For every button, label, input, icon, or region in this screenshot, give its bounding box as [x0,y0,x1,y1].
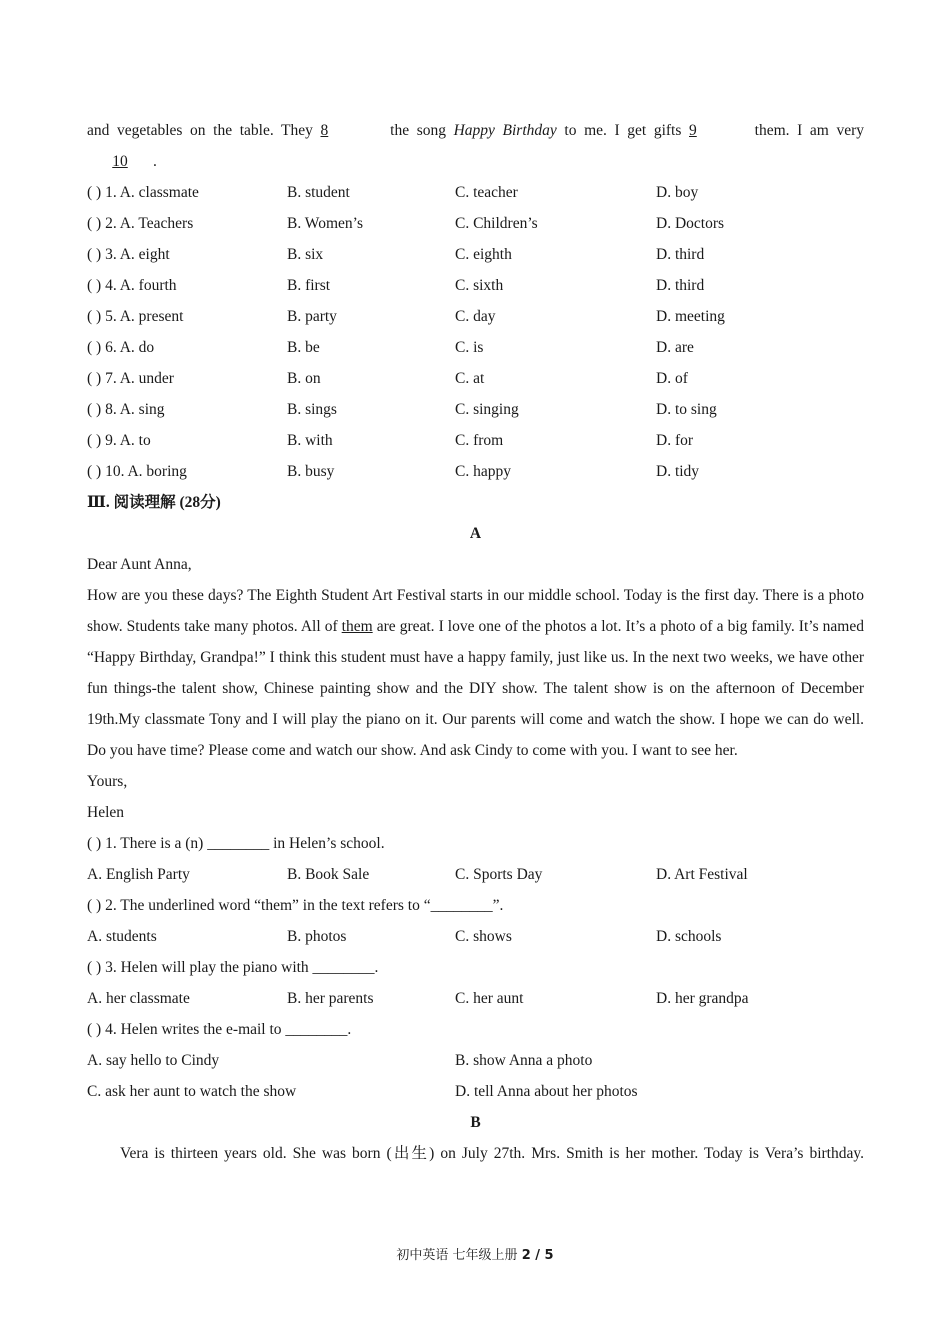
option-row [87,1045,864,1076]
option-d: D. to sing [656,401,717,418]
blank-9: 9 [689,122,697,139]
question-stem: ( ) 2. A. Teachers [87,215,194,232]
option-b: B. show Anna a photo [455,1052,593,1069]
question-stem: ( ) 10. A. boring [87,463,187,480]
section-heading: Ⅲ. 阅读理解 (28分) [87,494,221,511]
option-b: B. sings [287,401,337,418]
option-row [87,921,864,952]
reading-question-list [87,828,864,1014]
question-stem: ( ) 2. The underlined word “them” in the text refers to “________”. [87,897,504,914]
option-d: D. meeting [656,308,725,325]
song-title: Happy Birthday [453,122,557,139]
option-c: C. her aunt [455,990,524,1007]
question-stem: ( ) 4. Helen writes the e-mail to ________. [87,1021,352,1038]
question-stem: ( ) 7. A. under [87,370,174,387]
passage-a-label: A [469,525,482,542]
cloze-passage-line [87,115,864,146]
cloze-question-row [87,270,864,301]
question-stem: ( ) 5. A. present [87,308,184,325]
option-b: B. student [287,184,350,201]
question-stem: ( ) 3. A. eight [87,246,170,263]
option-row [87,983,864,1014]
option-c: C. Sports Day [455,866,543,883]
option-d: D. boy [656,184,699,201]
letter-text: are great. I love one of the photos a lot. It’s a photo of a big family. It’s named “Happy Birthday, Grandpa!” I think this student must have a happy family, just like us. In the next two weeks, we have other fun things-the talent show, Chinese painting show and the DIY show. The talent show is on the afternoon of December 19th.My classmate Tony and I will play the piano on it. Our parents will come and watch the show. I hope we can do well. Do you have time? Please come and watch our show. And ask Cindy to come with you. I want to see her. [87,618,864,759]
letter-signature: Helen [87,804,125,821]
option-c: C. teacher [455,184,518,201]
question-stem: ( ) 3. Helen will play the piano with ________. [87,959,379,976]
cloze-question-row [87,301,864,332]
underlined-word: them [341,618,373,635]
cloze-question-row [87,208,864,239]
option-b: B. Women’s [287,215,363,232]
passage-b-label: B [470,1114,481,1131]
cloze-question-list [87,177,864,487]
question-stem: ( ) 8. A. sing [87,401,165,418]
cloze-text: the song [382,122,454,139]
option-c: C. is [455,339,484,356]
option-a: A. English Party [87,866,190,883]
cloze-passage-line [87,146,864,177]
option-d: D. third [656,277,705,294]
option-d: D. for [656,432,694,449]
cloze-question-row [87,425,864,456]
option-c: C. eighth [455,246,512,263]
option-b: B. first [287,277,331,294]
option-d: D. are [656,339,694,356]
option-b: B. busy [287,463,335,480]
option-c: C. sixth [455,277,504,294]
option-d: D. her grandpa [656,990,749,1007]
option-row [87,859,864,890]
letter-greeting: Dear Aunt Anna, [87,556,192,573]
passage-b-text: Vera is thirteen years old. She was born (出生) on July 27th. Mrs. Smith is her mother. Today is Vera’s birthday. [120,1145,864,1162]
page-footer [0,1244,950,1263]
option-a: A. her classmate [87,990,190,1007]
option-c: C. day [455,308,496,325]
letter-text: How are you these days? The Eighth Student Art Festival starts in our middle school. Today is the first day. There is a photo show. Students take many photos. All of [87,587,864,635]
option-a: A. say hello to Cindy [87,1052,220,1069]
cloze-question-row [87,456,864,487]
cloze-question-row [87,332,864,363]
cloze-question-row [87,239,864,270]
cloze-question-row [87,363,864,394]
question-stem: ( ) 4. A. fourth [87,277,177,294]
option-b: B. be [287,339,320,356]
option-d: D. tell Anna about her photos [455,1083,638,1100]
blank-8: 8 [320,122,329,139]
option-d: D. third [656,246,705,263]
option-c: C. Children’s [455,215,538,232]
question-stem: ( ) 9. A. to [87,432,151,449]
blank-10: 10 [112,153,128,170]
page-number: 2 / 5 [521,1248,554,1263]
option-d: D. Art Festival [656,866,748,883]
option-c: C. singing [455,401,519,418]
option-c: C. at [455,370,485,387]
option-c: C. ask her aunt to watch the show [87,1083,297,1100]
letter-closing: Yours, [87,773,128,790]
option-b: B. with [287,432,333,449]
option-d: D. Doctors [656,215,725,232]
option-b: B. Book Sale [287,866,370,883]
option-b: B. on [287,370,321,387]
exam-page [87,115,864,1169]
cloze-question-row [87,394,864,425]
letter-body [87,580,864,766]
question-stem: ( ) 6. A. do [87,339,155,356]
option-d: D. schools [656,928,722,945]
cloze-text: to me. I get gifts [556,122,690,139]
option-row [87,1076,864,1107]
cloze-text: . [153,153,157,170]
option-c: C. happy [455,463,511,480]
footer-label: 初中英语 七年级上册 [396,1248,522,1263]
option-a: A. students [87,928,157,945]
option-c: C. shows [455,928,512,945]
cloze-text: them. I am very [747,122,864,139]
option-b: B. six [287,246,324,263]
option-b: B. photos [287,928,347,945]
option-d: D. of [656,370,688,387]
question-stem: ( ) 1. There is a (n) ________ in Helen’s school. [87,835,385,852]
cloze-question-row [87,177,864,208]
option-d: D. tidy [656,463,700,480]
option-b: B. her parents [287,990,374,1007]
question-stem: ( ) 1. A. classmate [87,184,199,201]
option-c: C. from [455,432,504,449]
cloze-text: and vegetables on the table. They [87,122,321,139]
option-b: B. party [287,308,337,325]
